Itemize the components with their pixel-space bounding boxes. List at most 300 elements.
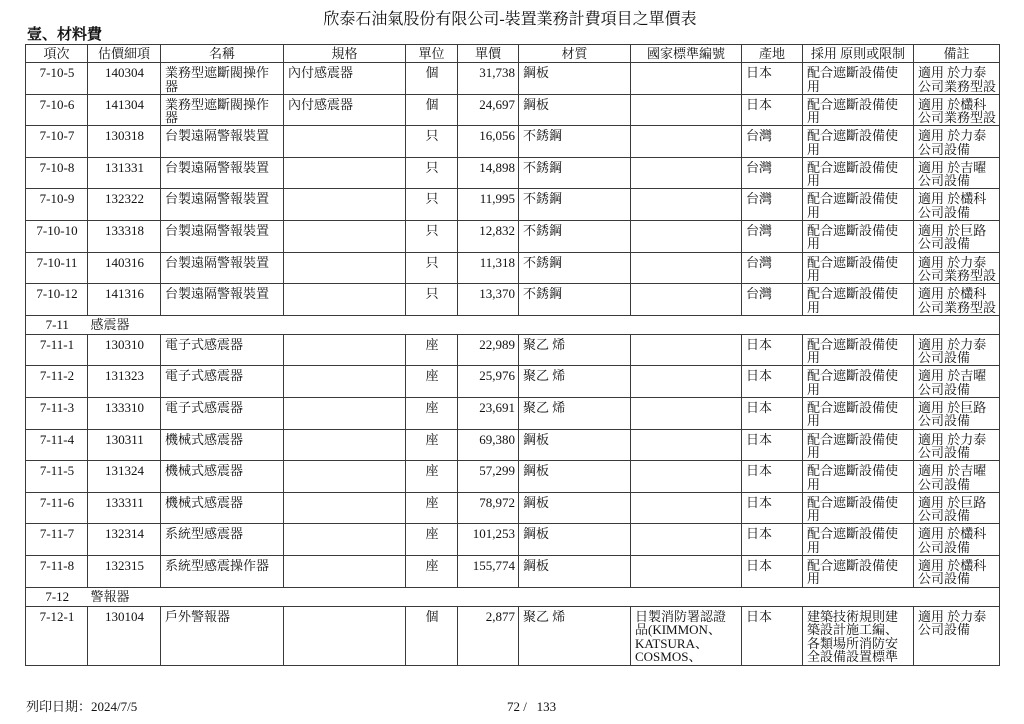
cell-name-text: 台製遠隔警報裝置 [165,287,270,301]
cell-remark-text: 適用 於巨路公司設備 [918,495,987,523]
cell-origin [742,284,803,316]
cell-remark-text: 適用 於吉曜公司設備 [918,160,987,188]
cell-unit-price-text: 11,318 [479,255,515,270]
table-row [26,126,1000,158]
cell-item-no-text: 7-12-1 [39,609,75,623]
cell-unit-price [458,555,519,587]
cell-estimate-code-text: 140316 [105,255,144,270]
cell-name [161,220,284,252]
cell-usage-rule-text: 配合遮斷設備使用 [807,97,899,125]
cell-material [519,94,631,126]
cell-estimate-code [88,366,161,398]
cell-unit-price-text: 24,697 [479,97,515,112]
cell-origin [742,189,803,221]
cell-material-text: 不銹鋼 [523,129,563,143]
cell-item-no [26,284,88,316]
cell-usage-rule-text: 配合遮斷設備使用 [807,223,899,251]
cell-material-text: 鋼板 [523,464,550,478]
cell-unit-price-text: 23,691 [479,400,515,415]
cell-item-no [26,126,88,158]
cell-unit [406,252,458,284]
cell-national-standard [631,252,742,284]
cell-origin-text: 日本 [746,400,773,415]
table-row [26,366,1000,398]
cell-usage-rule-text: 建築技術規則建築設計施工編、各類場所消防安全設備設置標準 [807,609,899,664]
cell-usage-rule [803,126,914,158]
cell-origin [742,252,803,284]
cell-item-no [26,397,88,429]
cell-unit-price [458,157,519,189]
cell-item-no [26,334,88,366]
header-name: 名稱 [161,45,284,63]
cell-material-text: 鋼板 [523,527,550,541]
cell-item-no [26,157,88,189]
cell-usage-rule-text: 配合遮斷設備使用 [807,129,899,157]
cell-name-text: 機械式感震器 [165,464,244,478]
cell-estimate-code-text: 141304 [105,97,144,112]
cell-spec-text: 內付感震器 [288,66,354,80]
cell-origin-text: 台灣 [746,160,773,175]
cell-remark-text: 適用 於欉科公司設備 [918,192,987,220]
cell-material [519,189,631,221]
cell-spec [284,397,406,429]
cell-national-standard [631,397,742,429]
cell-national-standard [631,461,742,493]
cell-item-no [26,220,88,252]
cell-name [161,284,284,316]
cell-remark [914,429,1000,461]
cell-unit-text: 只 [425,223,439,238]
cell-item-no [26,94,88,126]
cell-name-text: 系統型感震器 [165,527,244,541]
header-spec: 規格 [284,45,406,63]
cell-item-no-text: 7-10-11 [36,255,78,270]
cell-name-text: 機械式感震器 [165,495,244,510]
cell-origin [742,461,803,493]
cell-origin-text: 台灣 [746,129,773,143]
cell-item-no [26,429,88,461]
cell-name [161,492,284,524]
cell-origin [742,429,803,461]
cell-spec [284,189,406,221]
cell-spec [284,126,406,158]
cell-item-no-text: 7-10-9 [39,192,75,206]
cell-name-text: 台製遠隔警報裝置 [165,255,270,270]
cell-usage-rule [803,189,914,221]
cell-name [161,189,284,221]
cell-estimate-code [88,524,161,556]
cell-origin-text: 台灣 [746,287,773,301]
cell-name-text: 系統型感震操作器 [165,558,270,573]
cell-name [161,524,284,556]
cell-national-standard [631,284,742,316]
cell-origin [742,555,803,587]
cell-origin [742,524,803,556]
cell-material-text: 鋼板 [523,97,550,112]
cell-estimate-code-text: 131324 [105,464,144,478]
cell-remark [914,524,1000,556]
table-row [26,429,1000,461]
table-row [26,252,1000,284]
cell-remark [914,126,1000,158]
cell-origin [742,366,803,398]
cell-usage-rule-text: 配合遮斷設備使用 [807,160,899,188]
cell-material [519,126,631,158]
cell-item-no [26,524,88,556]
cell-unit-price [458,252,519,284]
cell-usage-rule-text: 配合遮斷設備使用 [807,287,899,315]
cell-origin [742,492,803,524]
cell-estimate-code [88,252,161,284]
cell-name [161,606,284,665]
cell-unit-text: 座 [425,495,439,510]
cell-unit [406,126,458,158]
cell-unit [406,284,458,316]
cell-material-text: 聚乙 烯 [523,400,566,415]
header-row [26,45,1000,63]
cell-national-standard [631,524,742,556]
cell-spec [284,524,406,556]
table-row [26,284,1000,316]
cell-name [161,429,284,461]
cell-unit-text: 座 [425,432,439,447]
cell-name [161,334,284,366]
cell-name-text: 電子式感震器 [165,337,244,352]
cell-material-text: 鋼板 [523,432,550,447]
cell-estimate-code-text: 131331 [105,160,144,175]
cell-item-no-text: 7-10-6 [39,97,75,112]
cell-national-standard [631,63,742,95]
cell-unit-text: 個 [425,609,439,623]
cell-national-standard [631,606,742,665]
print-date: 列印日期：2024/7/5 [26,699,138,714]
cell-unit [406,366,458,398]
cell-national-standard [631,492,742,524]
cell-remark-text: 適用 於力泰公司業務型設 [918,255,996,283]
cell-national-standard [631,94,742,126]
cell-spec [284,252,406,284]
cell-unit-text: 座 [425,558,439,573]
cell-name-text: 業務型遮斷閥操作器 [165,97,270,125]
cell-estimate-code [88,397,161,429]
cell-origin [742,606,803,665]
table-row [26,606,1000,665]
cell-unit-price [458,492,519,524]
cell-spec [284,461,406,493]
cell-remark-text: 適用 於力泰公司設備 [918,337,987,365]
cell-estimate-code [88,555,161,587]
cell-origin-text: 日本 [746,609,773,623]
header-unit-price: 單價 [458,45,519,63]
cell-item-no [26,189,88,221]
cell-estimate-code-text: 132315 [105,558,144,573]
cell-unit-price-text: 69,380 [479,432,515,447]
group-code: 7-11 [26,315,88,334]
cell-unit-price-text: 31,738 [479,66,515,80]
group-label: 感震器 [88,315,1000,334]
cell-unit-price [458,334,519,366]
cell-unit-text: 只 [425,255,439,270]
table-row [26,397,1000,429]
group-row [26,315,1000,334]
cell-remark [914,461,1000,493]
cell-spec [284,334,406,366]
cell-origin-text: 日本 [746,66,773,80]
group-label: 警報器 [88,587,1000,606]
cell-unit-price [458,284,519,316]
cell-spec [284,284,406,316]
cell-estimate-code [88,429,161,461]
cell-material [519,334,631,366]
cell-national-standard [631,429,742,461]
cell-unit-text: 只 [425,129,439,143]
cell-usage-rule-text: 配合遮斷設備使用 [807,66,899,93]
cell-spec [284,220,406,252]
cell-national-standard [631,157,742,189]
cell-origin [742,334,803,366]
cell-material [519,252,631,284]
cell-estimate-code [88,461,161,493]
cell-unit-text: 座 [425,464,439,478]
cell-national-standard [631,126,742,158]
cell-spec [284,366,406,398]
header-material: 材質 [519,45,631,63]
cell-remark-text: 適用 於吉曜公司設備 [918,369,987,397]
cell-material-text: 不銹鋼 [523,287,563,301]
cell-remark [914,284,1000,316]
cell-item-no-text: 7-10-12 [36,287,78,301]
cell-unit-price-text: 13,370 [479,287,515,301]
cell-unit [406,555,458,587]
cell-usage-rule-text: 配合遮斷設備使用 [807,369,899,397]
cell-spec [284,492,406,524]
header-estimate-code: 估價細項 [88,45,161,63]
cell-item-no-text: 7-11-4 [39,432,75,447]
cell-remark [914,555,1000,587]
cell-unit [406,429,458,461]
table-row [26,461,1000,493]
cell-usage-rule [803,366,914,398]
cell-remark-text: 適用 於欉科公司設備 [918,558,987,586]
cell-remark-text: 適用 於吉曜公司設備 [918,464,987,492]
cell-estimate-code [88,63,161,95]
cell-item-no-text: 7-10-10 [36,223,78,238]
cell-material [519,397,631,429]
cell-estimate-code-text: 141316 [105,287,144,301]
cell-unit-price [458,126,519,158]
cell-estimate-code [88,334,161,366]
cell-unit-text: 個 [425,97,439,112]
cell-spec-text: 內付感震器 [288,97,354,112]
cell-remark-text: 適用 於巨路公司設備 [918,223,987,251]
cell-material [519,555,631,587]
cell-remark-text: 適用 於力泰公司設備 [918,609,987,637]
cell-unit-price-text: 22,989 [479,337,515,352]
cell-item-no-text: 7-11-6 [39,495,75,510]
table-row [26,524,1000,556]
cell-material-text: 聚乙 烯 [523,609,566,623]
cell-origin [742,397,803,429]
cell-remark [914,189,1000,221]
cell-spec [284,429,406,461]
cell-spec [284,157,406,189]
cell-material [519,524,631,556]
cell-unit [406,334,458,366]
cell-material [519,157,631,189]
cell-unit [406,220,458,252]
cell-item-no-text: 7-10-8 [39,160,75,175]
cell-estimate-code-text: 140304 [105,66,144,80]
cell-unit-price-text: 155,774 [472,558,515,573]
cell-unit-text: 只 [425,160,439,175]
cell-spec [284,63,406,95]
section-title: 壹、材料費 [27,27,103,43]
cell-name-text: 台製遠隔警報裝置 [165,129,270,143]
cell-estimate-code-text: 132322 [105,192,144,206]
cell-item-no-text: 7-11-3 [39,400,75,415]
cell-unit [406,63,458,95]
cell-usage-rule-text: 配合遮斷設備使用 [807,527,899,555]
cell-usage-rule [803,94,914,126]
cell-remark-text: 適用 於欉科公司設備 [918,527,987,555]
cell-usage-rule [803,63,914,95]
cell-usage-rule [803,284,914,316]
cell-material [519,606,631,665]
cell-estimate-code-text: 131323 [105,369,144,383]
cell-origin-text: 日本 [746,527,773,541]
cell-usage-rule [803,555,914,587]
document-title: 欣泰石油氣股份有限公司-裝置業務計費項目之單價表 [323,11,697,28]
cell-item-no [26,366,88,398]
cell-unit-price [458,366,519,398]
cell-unit-price-text: 12,832 [479,223,515,238]
cell-remark-text: 適用 於力泰公司業務型設 [918,66,996,93]
cell-estimate-code [88,189,161,221]
cell-material [519,63,631,95]
cell-national-standard [631,334,742,366]
cell-estimate-code [88,126,161,158]
cell-item-no [26,252,88,284]
cell-usage-rule-text: 配合遮斷設備使用 [807,432,899,460]
cell-estimate-code [88,94,161,126]
header-usage-rule: 採用 原則或限制 [803,45,914,63]
cell-name-text: 機械式感震器 [165,432,244,447]
cell-origin [742,63,803,95]
cell-origin-text: 日本 [746,495,773,510]
group-row [26,587,1000,606]
cell-unit [406,397,458,429]
cell-origin-text: 日本 [746,369,773,383]
table-row [26,334,1000,366]
cell-material [519,366,631,398]
cell-origin-text: 台灣 [746,255,773,270]
cell-usage-rule-text: 配合遮斷設備使用 [807,495,899,523]
cell-name-text: 業務型遮斷閥操作器 [165,66,270,93]
cell-origin-text: 日本 [746,337,773,352]
cell-usage-rule-text: 配合遮斷設備使用 [807,255,899,283]
cell-unit-price [458,429,519,461]
cell-unit-price [458,461,519,493]
cell-unit [406,461,458,493]
cell-unit [406,524,458,556]
cell-estimate-code-text: 132314 [105,527,144,541]
price-table [25,44,1000,666]
table-row [26,189,1000,221]
cell-origin-text: 日本 [746,464,773,478]
cell-usage-rule-text: 配合遮斷設備使用 [807,464,899,492]
cell-unit [406,606,458,665]
cell-unit-text: 只 [425,192,439,206]
cell-unit-price [458,397,519,429]
cell-unit-text: 座 [425,527,439,541]
cell-spec [284,94,406,126]
header-remark: 備註 [914,45,1000,63]
cell-estimate-code-text: 133310 [105,400,144,415]
cell-item-no [26,492,88,524]
cell-remark-text: 適用 於力泰公司設備 [918,432,987,460]
cell-estimate-code [88,492,161,524]
cell-unit-text: 座 [425,337,439,352]
table-row [26,492,1000,524]
cell-usage-rule [803,492,914,524]
cell-usage-rule-text: 配合遮斷設備使用 [807,337,899,365]
group-code: 7-12 [26,587,88,606]
cell-usage-rule [803,397,914,429]
cell-estimate-code-text: 133311 [105,495,144,510]
cell-spec [284,606,406,665]
header-item-no: 項次 [26,45,88,63]
cell-name-text: 台製遠隔警報裝置 [165,160,270,175]
table-row [26,555,1000,587]
cell-item-no-text: 7-10-5 [39,66,75,80]
cell-usage-rule [803,429,914,461]
cell-unit-text: 只 [425,287,439,301]
cell-unit-price [458,220,519,252]
cell-item-no-text: 7-11-2 [39,369,75,383]
cell-unit-price [458,189,519,221]
cell-material-text: 不銹鋼 [523,160,563,175]
cell-material [519,461,631,493]
cell-material [519,220,631,252]
cell-material-text: 鋼板 [523,558,550,573]
cell-material-text: 聚乙 烯 [523,369,566,383]
cell-unit [406,157,458,189]
cell-name [161,126,284,158]
cell-unit-price [458,524,519,556]
cell-origin-text: 台灣 [746,223,773,238]
cell-material-text: 鋼板 [523,66,550,80]
cell-remark [914,606,1000,665]
cell-item-no-text: 7-11-1 [39,337,75,352]
cell-name [161,157,284,189]
cell-material [519,492,631,524]
cell-remark [914,157,1000,189]
cell-unit-price-text: 16,056 [479,129,515,143]
cell-usage-rule [803,461,914,493]
cell-unit-price-text: 101,253 [472,527,515,541]
cell-item-no [26,63,88,95]
cell-origin [742,126,803,158]
table-row [26,63,1000,95]
cell-usage-rule-text: 配合遮斷設備使用 [807,400,899,428]
cell-remark [914,334,1000,366]
header-unit: 單位 [406,45,458,63]
cell-item-no-text: 7-11-8 [39,558,75,573]
cell-national-standard-text: 日製消防署認證品(KIMMON、KATSURA、COSMOS、 [635,609,727,664]
cell-material-text: 不銹鋼 [523,223,563,238]
cell-remark [914,492,1000,524]
cell-remark [914,252,1000,284]
